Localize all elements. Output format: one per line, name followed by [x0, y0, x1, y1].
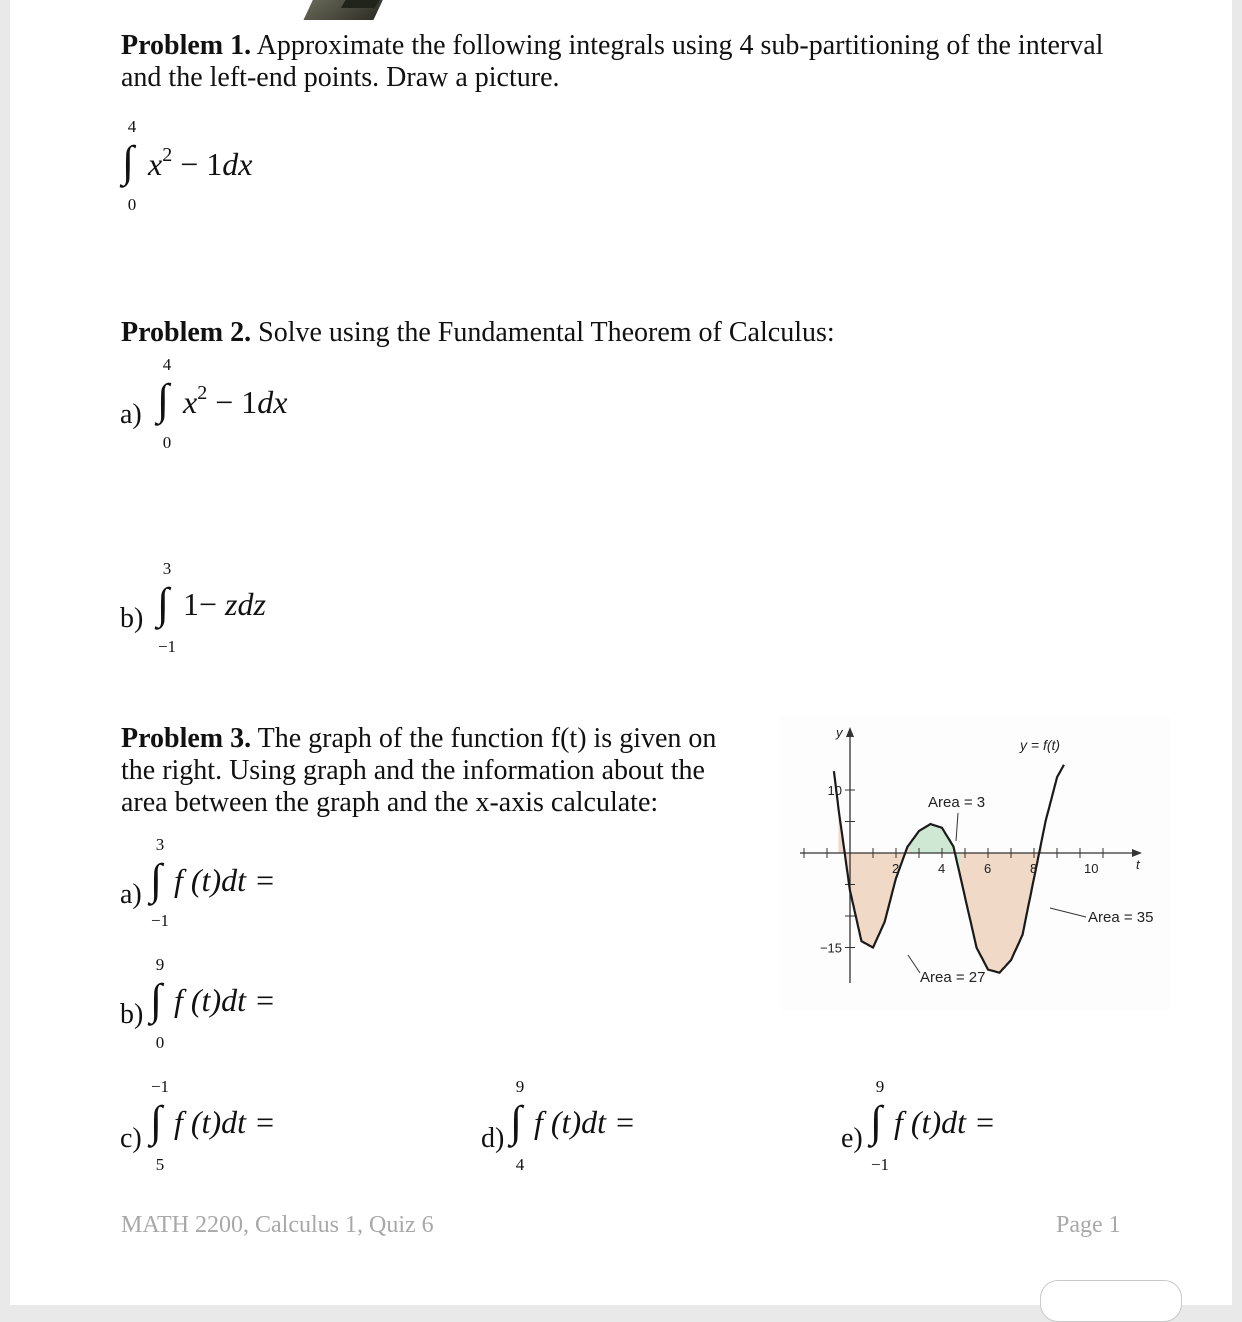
quiz-page: [10, 0, 1232, 1305]
integral-upper-limit: 9: [155, 955, 165, 974]
integral-lower-limit: −1: [870, 1155, 890, 1174]
integral-sign-icon: ∫: [157, 579, 170, 628]
integral-sign-icon: ∫: [150, 975, 163, 1024]
x-tick-label: 6: [984, 861, 992, 876]
integral-sign-icon: ∫: [157, 375, 170, 424]
integral-sign-icon: ∫: [150, 1097, 163, 1146]
problem-3d-label: d): [481, 1123, 505, 1154]
integrand: f (t)dt =: [534, 1104, 636, 1140]
chart-title: y = f(t): [1020, 737, 1061, 753]
problem-3b-label: b): [120, 999, 144, 1030]
problem-3-text-line3: area between the graph and the x-axis calculate:: [121, 787, 659, 818]
integrand: f (t)dt =: [894, 1104, 996, 1140]
footer-course: MATH 2200, Calculus 1, Quiz 6: [121, 1212, 434, 1238]
integral-lower-limit: 0: [127, 195, 137, 214]
integral-lower-limit: 5: [155, 1155, 165, 1174]
integrand: f (t)dt =: [174, 1104, 276, 1140]
x-axis-label: t: [1136, 857, 1140, 872]
annotation-area-27: Area = 27: [920, 969, 986, 986]
integral-sign-icon: ∫: [150, 855, 163, 904]
problem-3-text-line2: the right. Using graph and the information about the: [121, 755, 705, 786]
integral-upper-limit: 3: [162, 559, 172, 578]
problem-2a-label: a): [120, 399, 142, 430]
integral-lower-limit: 0: [155, 1033, 165, 1052]
annotation-area-35: Area = 35: [1088, 909, 1154, 926]
footer-page-number: Page 1: [1056, 1212, 1121, 1238]
problem-3-text-line1: The graph of the function f(t) is given on: [257, 723, 717, 754]
integrand: $x^2 - 1dx$: [183, 382, 288, 420]
x-tick-label: 10: [1084, 861, 1099, 876]
integral-lower-limit: −1: [150, 911, 170, 930]
integral-sign-icon: ∫: [510, 1097, 523, 1146]
problem-1-text-line1: Approximate the following integrals using 4 sub-partitioning of the interval: [256, 30, 1104, 61]
problem-3-heading: [121, 723, 716, 819]
problem-1-heading: [121, 30, 1103, 94]
x-tick-label: 2: [892, 861, 900, 876]
problem-2-title: Problem 2.: [121, 317, 252, 348]
problem-2b-label: b): [120, 603, 144, 634]
integrand: f (t)dt =: [174, 862, 276, 898]
x-tick-label: 8: [1030, 861, 1038, 876]
problem-3e-label: e): [841, 1123, 863, 1154]
integral-lower-limit: −1: [157, 637, 177, 656]
problem-3-title: Problem 3.: [121, 723, 252, 754]
problem-2-text: Solve using the Fundamental Theorem of Calculus:: [258, 317, 835, 348]
annotation-area-3: Area = 3: [928, 794, 986, 811]
integral-upper-limit: 9: [875, 1077, 885, 1096]
integral-upper-limit: −1: [150, 1077, 170, 1096]
problem-1-text-line2: and the left-end points. Draw a picture.: [121, 62, 560, 93]
integral-upper-limit: 9: [515, 1077, 525, 1096]
problem-3a-label: a): [120, 879, 142, 910]
y-axis-label: y: [836, 725, 843, 740]
integral-sign-icon: ∫: [870, 1097, 883, 1146]
integral-lower-limit: 0: [162, 433, 172, 452]
integral-upper-limit: 4: [162, 355, 172, 374]
integral-upper-limit: 3: [155, 835, 165, 854]
function-graph: [780, 715, 1170, 1010]
problem-2-heading: [121, 317, 835, 349]
page-tab[interactable]: [1040, 1280, 1182, 1322]
integrand: f (t)dt =: [174, 982, 276, 1018]
integral-sign-icon: ∫: [122, 137, 135, 186]
problem-1-title: Problem 1.: [121, 30, 252, 61]
integral-upper-limit: 4: [127, 117, 137, 136]
integral-lower-limit: 4: [515, 1155, 525, 1174]
y-tick-label: 10: [827, 783, 842, 798]
integrand: 1− zdz: [183, 586, 266, 622]
x-tick-label: 4: [938, 861, 946, 876]
integrand: $x^2 - 1dx$: [148, 144, 253, 182]
problem-3c-label: c): [120, 1123, 142, 1154]
y-tick-label: −15: [819, 940, 842, 956]
